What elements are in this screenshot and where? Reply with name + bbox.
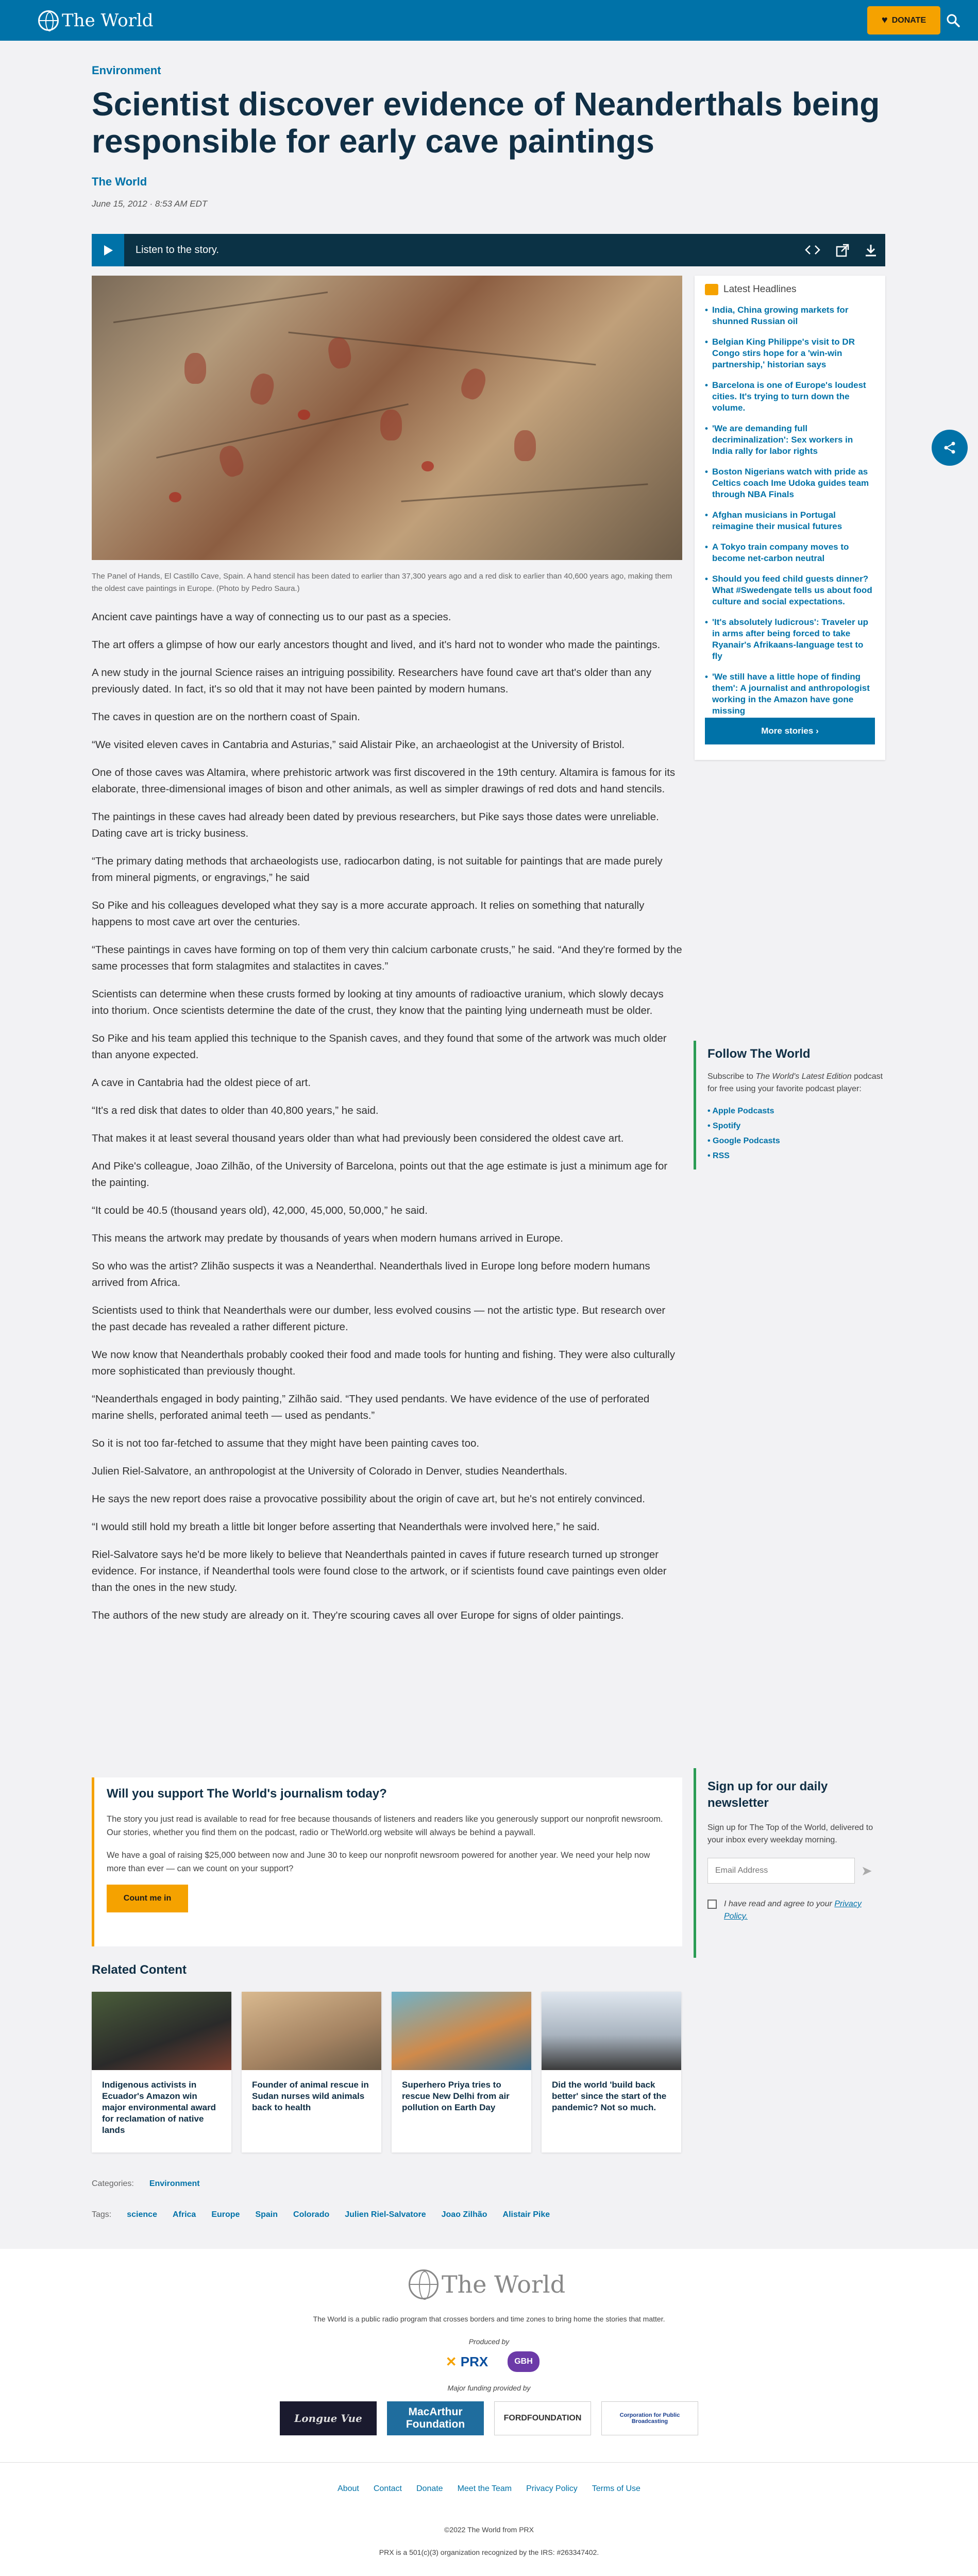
headline-link[interactable] — [705, 336, 875, 370]
article-paragraph: The art offers a glimpse of how our early ancestors thought and lived, and it's hard not to wonder who made the paintings. — [92, 639, 661, 651]
podcast-link[interactable]: • Apple Podcasts — [707, 1104, 884, 1118]
headline-link[interactable] — [705, 304, 875, 327]
privacy-policy-link[interactable]: Privacy Policy. — [724, 1900, 862, 1921]
podcast-link[interactable]: • Spotify — [707, 1118, 884, 1133]
funding-label: Major funding provided by — [447, 2384, 531, 2392]
latest-headlines-panel — [695, 276, 885, 760]
funder-macarthur[interactable]: MacArthur Foundation — [387, 2401, 484, 2435]
headline-text: Boston Nigerians watch with pride as Celtics coach Ime Udoka guides team through NBA Finals — [712, 467, 869, 499]
footer-divider — [0, 2462, 978, 2463]
play-button[interactable] — [92, 234, 124, 266]
headline-text: India, China growing markets for shunned Russian oil — [712, 305, 849, 326]
article-paragraph: And Pike's colleague, Joao Zilhão, of the University of Barcelona, points out that the age estimate is just a minimum age for the painting. — [92, 1160, 668, 1189]
article-paragraph: So who was the artist? Zlihão suspects it was a Neanderthal. Neanderthals lived in Europe long before modern humans arrived from Africa. — [92, 1260, 650, 1289]
play-icon — [103, 245, 113, 256]
newsletter-description: Sign up for The Top of the World, delivered to your inbox every weekday morning. — [707, 1823, 873, 1844]
embed-code-icon[interactable] — [805, 244, 820, 256]
newspaper-icon — [705, 284, 718, 295]
newsletter-signup-panel — [694, 1768, 884, 1958]
tags-row — [92, 2210, 550, 2219]
category-link[interactable]: Environment — [149, 2179, 200, 2188]
footer-logo[interactable] — [409, 2269, 565, 2299]
share-icon — [943, 441, 956, 454]
headline-link[interactable] — [705, 573, 875, 607]
article-paragraph: So it is not too far-fetched to assume that they might have been painting caves too. — [92, 1437, 480, 1449]
open-external-icon[interactable] — [836, 244, 849, 257]
article-category-link[interactable]: Environment — [92, 64, 161, 77]
tags-label: Tags: — [92, 2210, 112, 2219]
article-date: June 15, 2012 · 8:53 AM EDT — [92, 199, 208, 209]
article-paragraph: Ancient cave paintings have a way of connecting us to our past as a species. — [92, 611, 451, 623]
tag-link[interactable]: science — [127, 2210, 157, 2219]
bullet-icon: • — [705, 542, 708, 552]
producer-logo-prx[interactable]: ✕ PRX — [445, 2353, 488, 2369]
article-paragraph: Scientists can determine when these crusts formed by looking at tiny amounts of radioactive uranium, which slowly decays into thorium. Once scientists determine the date of the crust, they know that the painting lying underneath must be older. — [92, 988, 664, 1016]
funder-ford[interactable]: FORDFOUNDATION — [494, 2401, 591, 2435]
share-button[interactable] — [932, 430, 968, 466]
article-paragraph: “It could be 40.5 (thousand years old), 42,000, 45,000, 50,000,” he said. — [92, 1205, 428, 1216]
latest-headlines-heading: Latest Headlines — [723, 284, 797, 295]
podcast-link[interactable]: • RSS — [707, 1148, 884, 1163]
headline-link[interactable] — [705, 617, 875, 662]
producer-logo-gbh[interactable]: GBH — [508, 2351, 539, 2372]
related-card-title: Superhero Priya tries to rescue New Delhi from air pollution on Earth Day — [402, 2080, 510, 2112]
top-navigation-bar — [0, 0, 978, 41]
related-card-title: Founder of animal rescue in Sudan nurses wild animals back to health — [252, 2080, 369, 2112]
podcast-link[interactable]: • Google Podcasts — [707, 1133, 884, 1148]
article-paragraph: The paintings in these caves had already been dated by previous researchers, but Pike says those dates were unreliable. Dating cave art is tricky business. — [92, 811, 659, 839]
article-paragraph: The authors of the new study are already on it. They're scouring caves all over Europe for signs of older paintings. — [92, 1609, 624, 1621]
footer-link[interactable]: Donate — [416, 2484, 443, 2493]
article-paragraph: So Pike and his team applied this technique to the Spanish caves, and they found that some of the artwork was much older than anyone expected. — [92, 1032, 667, 1061]
donate-label: DONATE — [891, 15, 926, 25]
categories-label: Categories: — [92, 2179, 134, 2188]
globe-icon — [409, 2269, 439, 2299]
related-card-image — [392, 1992, 531, 2070]
headline-link[interactable] — [705, 541, 875, 564]
headline-link[interactable] — [705, 671, 875, 717]
producers-row — [0, 2348, 978, 2375]
funder-cpb[interactable]: Corporation for Public Broadcasting — [601, 2401, 698, 2435]
headline-text: 'We still have a little hope of finding them': A journalist and anthropologist working in the Amazon have gone missing — [712, 672, 870, 716]
article-paragraph: “I would still hold my breath a little bit longer before asserting that Neanderthals were involved here,” he said. — [92, 1521, 600, 1533]
related-content-list — [92, 1992, 681, 2153]
article-paragraph: “We visited eleven caves in Cantabria and Asturias,” said Alistair Pike, an archaeologist at the University of Bristol. — [92, 739, 625, 751]
bullet-icon: • — [705, 305, 708, 315]
headline-link[interactable] — [705, 380, 875, 414]
related-content-heading: Related Content — [92, 1963, 187, 1977]
send-arrow-icon[interactable]: ➤ — [861, 1862, 872, 1878]
more-stories-label: More stories — [761, 726, 814, 736]
related-card-title: Did the world 'build back better' since the start of the pandemic? Not so much. — [552, 2080, 667, 2112]
image-caption: The Panel of Hands, El Castillo Cave, Spain. A hand stencil has been dated to earlier than 37,300 years ago and a red disk to earlier than 40,600 years ago, making them the oldest cave paintings in Europe. (Photo by Pedro Saura.) — [92, 572, 672, 593]
related-card-title: Indigenous activists in Ecuador's Amazon win major environmental award for reclamation of native lands — [102, 2080, 216, 2135]
tag-link[interactable]: Alistair Pike — [502, 2210, 550, 2219]
article-paragraph: The caves in question are on the northern coast of Spain. — [92, 711, 360, 723]
follow-the-world-panel — [694, 1041, 884, 1170]
article-paragraph: One of those caves was Altamira, where prehistoric artwork was first discovered in the 19th century. Altamira is famous for its elaborate, three-dimensional images of bison and other animals, as well as simpler drawings of red dots and hand stencils. — [92, 767, 676, 795]
listen-label: Listen to the story. — [136, 244, 219, 256]
tag-link[interactable]: Colorado — [293, 2210, 330, 2219]
footer-logo-text: The World — [442, 2270, 566, 2298]
follow-heading: Follow The World — [707, 1047, 811, 1061]
search-icon[interactable] — [947, 14, 960, 27]
bullet-icon: • — [705, 467, 708, 477]
bullet-icon: • — [705, 510, 708, 520]
tag-link[interactable]: Europe — [211, 2210, 240, 2219]
email-input[interactable] — [707, 1858, 855, 1884]
bullet-icon: • — [705, 672, 708, 682]
footer-link[interactable]: Meet the Team — [457, 2484, 512, 2493]
more-stories-button[interactable] — [705, 718, 875, 744]
article-paragraph: Riel-Salvatore says he'd be more likely to believe that Neanderthals painted in caves if future research turned up stronger evidence. For instance, if Neanderthal tools were found close to the artwork, or if scientists found cave paintings even older than the ones in the new study. — [92, 1549, 667, 1594]
article-paragraph: We now know that Neanderthals probably cooked their food and made tools for hunting and fishing. They were also culturally more sophisticated than previously thought. — [92, 1349, 675, 1377]
privacy-consent-checkbox[interactable] — [707, 1900, 717, 1909]
privacy-consent-label: I have read and agree to your Privacy Policy. — [724, 1900, 862, 1921]
bullet-icon: • — [705, 337, 708, 347]
related-card[interactable] — [92, 1992, 231, 2153]
footer-links — [0, 2484, 978, 2494]
funder-longue-vue[interactable]: Longue Vue — [280, 2401, 377, 2435]
headline-text: A Tokyo train company moves to become net-carbon neutral — [712, 542, 849, 563]
heart-icon: ♥ — [881, 14, 888, 26]
audio-player — [92, 234, 885, 266]
headline-text: Belgian King Philippe's visit to DR Congo stirs hope for a 'win-win partnership,' historian says — [712, 337, 855, 369]
chevron-right-icon: › — [813, 726, 819, 736]
headline-text: 'We are demanding full decriminalization': Sex workers in India rally for labor rights — [712, 423, 853, 456]
bullet-icon: • — [705, 617, 708, 627]
article-title: Scientist discover evidence of Neanderthals being responsible for early cave paintings — [92, 86, 880, 160]
footer-link[interactable]: Privacy Policy — [526, 2484, 578, 2493]
site-logo-text: The World — [62, 10, 154, 31]
site-logo[interactable] — [38, 10, 154, 31]
categories-row — [92, 2179, 200, 2189]
article-paragraph: That makes it at least several thousand years older than what had previously been considered the oldest cave art. — [92, 1132, 624, 1144]
article-paragraph: A new study in the journal Science raises an intriguing possibility. Researchers have found cave art that's older than any previously dated. In fact, it's so old that it may not have been painted by modern humans. — [92, 667, 652, 695]
globe-icon — [38, 10, 59, 31]
article-paragraph: So Pike and his colleagues developed what they say is a more accurate approach. It relies on something that naturally happens to most cave art over the centuries. — [92, 900, 645, 928]
article-body — [92, 609, 682, 1635]
support-heading: Will you support The World's journalism today? — [107, 1787, 387, 1801]
tag-link[interactable]: Africa — [172, 2210, 196, 2219]
footer-link[interactable]: About — [338, 2484, 359, 2493]
download-icon[interactable] — [865, 244, 877, 257]
headline-link[interactable] — [705, 510, 875, 532]
support-paragraph-2: We have a goal of raising $25,000 between now and June 30 to keep our nonprofit newsroom powered for another year. We need your help now more than ever — can we count on your support? — [107, 1851, 650, 1873]
footer-link[interactable]: Terms of Use — [592, 2484, 640, 2493]
headline-text: Afghan musicians in Portugal reimagine their musical futures — [712, 510, 842, 531]
tag-link[interactable]: Spain — [255, 2210, 278, 2219]
article-paragraph: “The primary dating methods that archaeologists use, radiocarbon dating, is not suitable for paintings that are made purely from mineral pigments, or engravings,” he said — [92, 855, 663, 884]
footer-link[interactable]: Contact — [373, 2484, 402, 2493]
related-card-image — [92, 1992, 231, 2070]
related-card-image — [242, 1992, 381, 2070]
count-me-in-button[interactable]: Count me in — [107, 1885, 188, 1912]
hero-image-cave-hands — [92, 276, 682, 560]
related-card[interactable] — [542, 1992, 681, 2153]
article-paragraph: Julien Riel-Salvatore, an anthropologist at the University of Colorado in Denver, studies Neanderthals. — [92, 1465, 568, 1477]
article-paragraph: This means the artwork may predate by thousands of years when modern humans arrived in Europe. — [92, 1232, 563, 1244]
article-paragraph: “It's a red disk that dates to older than 40,800 years,” he said. — [92, 1105, 379, 1116]
bullet-icon: • — [705, 574, 708, 584]
article-paragraph: Scientists used to think that Neanderthals were our dumber, less evolved cousins — not the artistic type. But research over the past decade has revealed a rather different picture. — [92, 1304, 666, 1333]
produced-by-label: Produced by — [468, 2337, 510, 2346]
headline-text: 'It's absolutely ludicrous': Traveler up in arms after being forced to take Ryanair's Afrikaans-language test to fly — [712, 617, 869, 661]
bullet-icon: • — [705, 423, 708, 433]
footer-tagline: The World is a public radio program that crosses borders and time zones to bring home the stories that matter. — [313, 2315, 665, 2323]
donate-button[interactable] — [867, 6, 940, 35]
article-paragraph: “These paintings in caves have forming on top of them very thin calcium carbonate crusts,” he said. “And they're formed by the same processes that form stalagmites and stalactites in caves.” — [92, 944, 682, 972]
headline-link[interactable] — [705, 423, 875, 457]
tag-link[interactable]: Julien Riel-Salvatore — [345, 2210, 426, 2219]
copyright: ©2022 The World from PRX — [444, 2526, 534, 2534]
related-card[interactable] — [392, 1992, 531, 2153]
newsletter-heading: Sign up for our daily newsletter — [707, 1780, 828, 1810]
article-byline[interactable]: The World — [92, 175, 147, 188]
support-appeal-box — [92, 1777, 682, 1946]
bullet-icon: • — [705, 380, 708, 390]
support-paragraph-1: The story you just read is available to read for free because thousands of listeners and readers like you generously support our nonprofit newsroom. Our stories, whether you find them on the podcast, radio or TheWorld.org website will always be behind a paywall. — [107, 1815, 663, 1837]
follow-description: Subscribe to The World's Latest Edition podcast for free using your favorite podcast player: — [707, 1072, 883, 1093]
article-paragraph: A cave in Cantabria had the oldest piece of art. — [92, 1077, 311, 1089]
headline-link[interactable] — [705, 466, 875, 500]
article-paragraph: “Neanderthals engaged in body painting,” Zilhão said. “They used pendants. We have evidence of the use of perforated marine shells, perforated animal teeth — used as pendants.” — [92, 1393, 650, 1421]
related-card[interactable] — [242, 1992, 381, 2153]
legal-notice: PRX is a 501(c)(3) organization recognized by the IRS: #263347402. — [379, 2548, 599, 2556]
funders-row — [0, 2401, 978, 2435]
related-card-image — [542, 1992, 681, 2070]
headline-text: Barcelona is one of Europe's loudest cities. It's trying to turn down the volume. — [712, 380, 866, 413]
article-paragraph: He says the new report does raise a provocative possibility about the origin of cave art, but he's not entirely convinced. — [92, 1493, 645, 1505]
headline-text: Should you feed child guests dinner? What #Swedengate tells us about food culture and social expectations. — [712, 574, 872, 606]
tag-link[interactable]: Joao Zilhão — [441, 2210, 487, 2219]
